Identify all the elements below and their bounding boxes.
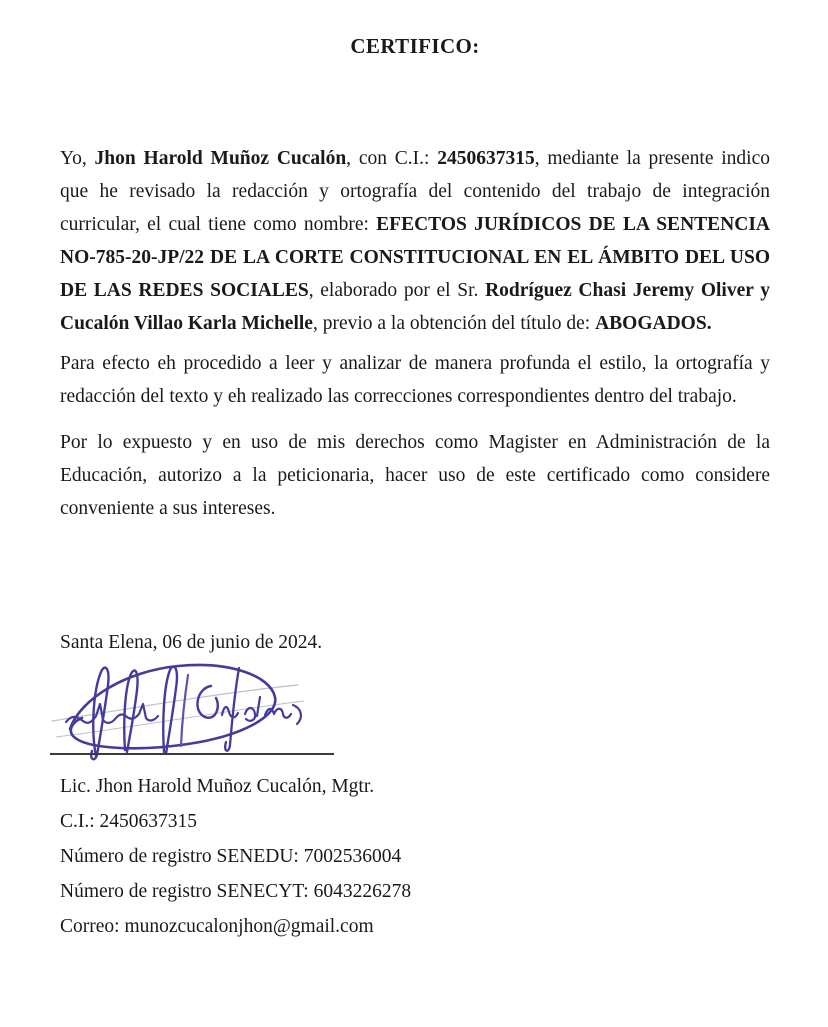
text-run: , mediante la presente indico que he revisado la redacción y ortografía del contenido del trabajo de integración curricular, el cual tiene como nombre: (60, 148, 770, 235)
text-run: Yo, (60, 148, 95, 169)
signature-stroke (124, 671, 137, 752)
senecyt-registry-line: Número de registro SENECYT: 6043226278 (60, 881, 412, 902)
signer-id-line: C.I.: 2450637315 (60, 811, 198, 832)
certifier-name: Jhon Harold Muñoz Cucalón (94, 148, 347, 169)
credentials-block (60, 769, 770, 944)
signature-stroke (245, 708, 255, 721)
signer-name-line: Lic. Jhon Harold Muñoz Cucalón, Mgtr. (60, 776, 375, 797)
email-line: Correo: munozcucalonjhon@gmail.com (60, 916, 374, 937)
authorization-paragraph: Por lo expuesto y en uso de mis derechos como Magister en Administración de la Educación, autorizo a la peticionaria, hacer uso de este certificado como considere conveniente a sus intereses. (60, 432, 770, 519)
signature-stroke (163, 667, 177, 754)
certification-paragraph (60, 142, 770, 340)
text-run: , elaborado por el Sr. (308, 280, 486, 301)
review-paragraph: Para efecto eh procedido a leer y analizar de manera profunda el estilo, la ortografía y redacción del texto y eh realizado las correcciones correspondientes dentro del trabajo. (60, 353, 770, 407)
signature-stroke (197, 686, 217, 718)
signature-stroke (257, 697, 260, 716)
degree-title: ABOGADOS. (595, 313, 712, 334)
place-date-line: Santa Elena, 06 de junio de 2024. (60, 632, 323, 653)
certifier-id-number: 2450637315 (437, 148, 535, 169)
page-content (60, 0, 770, 944)
thesis-title: EFECTOS JURÍDICOS DE LA SENTENCIA NO-785-20-JP/22 DE LA CORTE CONSTITUCIONAL EN EL ÁMBITO DEL USO DE LAS REDES SOCIALES (60, 214, 770, 301)
signature-line (50, 753, 334, 755)
signature-image (46, 659, 338, 763)
text-run: , previo a la obtención del título de: (312, 313, 596, 334)
signature-stroke (181, 675, 188, 746)
signature-stroke (293, 705, 301, 724)
signature-block (60, 661, 770, 765)
text-run: , con C.I.: (346, 148, 438, 169)
senedu-registry-line: Número de registro SENEDU: 7002536004 (60, 846, 402, 867)
student-names: Rodríguez Chasi Jeremy Oliver y Cucalón Villao Karla Michelle (60, 280, 770, 334)
document-title: CERTIFICO: (350, 34, 480, 58)
